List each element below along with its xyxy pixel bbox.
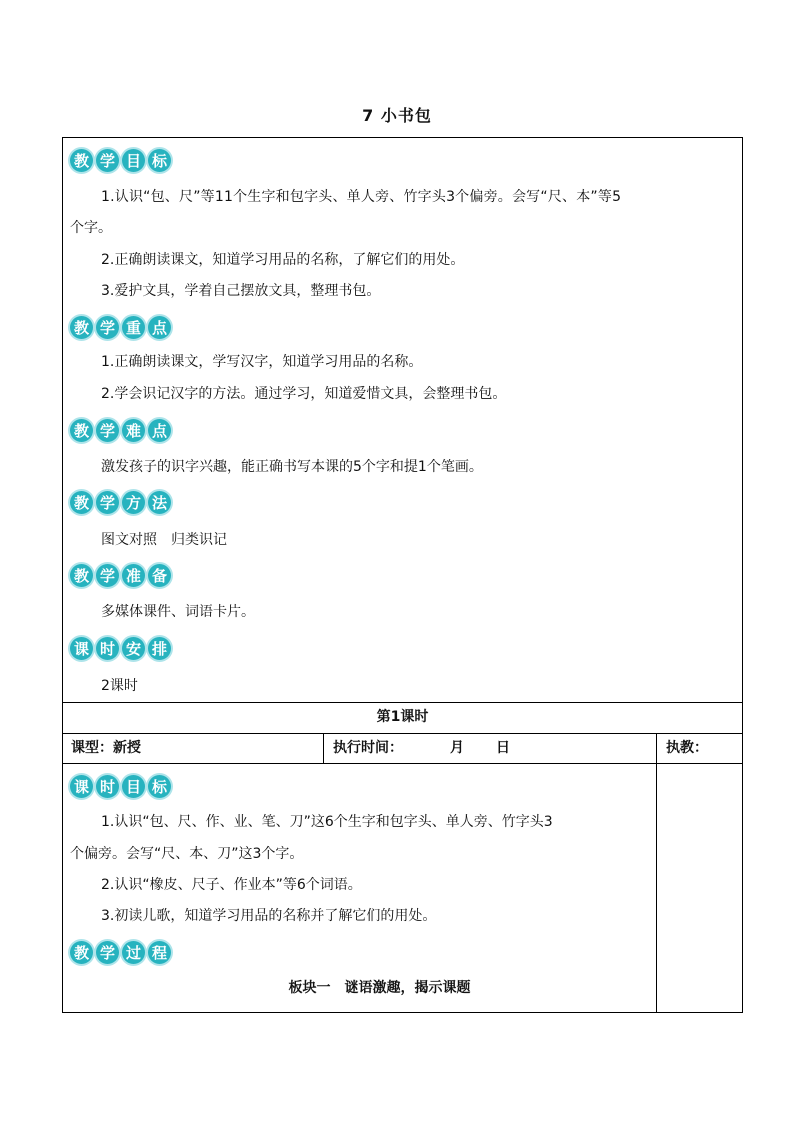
section-tag-key-points (70, 313, 174, 341)
preparation-item-1: 多媒体课件、词语卡片。 (101, 604, 255, 620)
tag-char: 学 (96, 149, 119, 172)
lesson-heading: 第1课时 (376, 709, 429, 725)
tag-char: 学 (96, 941, 119, 964)
lesson-goal-item-1-cont: 个偏旁。会写“尺、本、刀”这3个字。 (70, 846, 304, 862)
row-divider (63, 763, 742, 764)
tag-char: 学 (96, 316, 119, 339)
section-tag-difficulties (70, 416, 174, 444)
tag-char: 学 (96, 491, 119, 514)
execution-time-label: 执行时间： (333, 740, 403, 756)
lesson-type: 课型：新授 (71, 740, 141, 756)
section-tag-schedule (70, 634, 174, 662)
lesson-goal-item-3: 3.初读儿歌，知道学习用品的名称并了解它们的用处。 (101, 908, 437, 924)
schedule-item-1: 2课时 (101, 678, 138, 694)
tag-char: 教 (70, 491, 93, 514)
tag-char: 课 (70, 637, 93, 660)
tag-char: 备 (148, 564, 171, 587)
tag-char: 准 (122, 564, 145, 587)
lesson-plan-table (62, 137, 743, 1013)
section-tag-goals (70, 146, 174, 174)
tag-char: 学 (96, 419, 119, 442)
teacher-label: 执教： (666, 740, 708, 756)
tag-char: 点 (148, 419, 171, 442)
tag-char: 课 (70, 775, 93, 798)
row-divider (63, 733, 742, 734)
tag-char: 教 (70, 419, 93, 442)
section-tag-process (70, 938, 174, 966)
tag-char: 时 (96, 637, 119, 660)
tag-char: 法 (148, 491, 171, 514)
tag-char: 难 (122, 419, 145, 442)
tag-char: 教 (70, 564, 93, 587)
tag-char: 时 (96, 775, 119, 798)
col-divider (656, 733, 657, 1012)
goal-item-2: 2.正确朗读课文，知道学习用品的名称，了解它们的用处。 (101, 252, 465, 268)
tag-char: 教 (70, 149, 93, 172)
tag-char: 教 (70, 941, 93, 964)
col-divider (323, 733, 324, 763)
tag-char: 教 (70, 316, 93, 339)
tag-char: 目 (122, 775, 145, 798)
difficulty-item-1: 激发孩子的识字兴趣，能正确书写本课的5个字和提1个笔画。 (101, 459, 483, 475)
row-divider (63, 702, 742, 703)
day-label: 日 (496, 740, 510, 756)
goal-item-1-cont: 个字。 (70, 220, 112, 236)
tag-char: 重 (122, 316, 145, 339)
tag-char: 方 (122, 491, 145, 514)
process-block-1: 板块一 谜语激趣，揭示课题 (288, 980, 471, 996)
lesson-goal-item-2: 2.认识“橡皮、尺子、作业本”等6个词语。 (101, 877, 362, 893)
method-item-1: 图文对照 归类识记 (101, 532, 227, 548)
goal-item-3: 3.爱护文具，学着自己摆放文具，整理书包。 (101, 283, 381, 299)
tag-char: 标 (148, 775, 171, 798)
page-title: 7 小书包 (362, 106, 432, 125)
tag-char: 程 (148, 941, 171, 964)
section-tag-preparation (70, 561, 174, 589)
goal-item-1: 1.认识“包、尺”等11个生字和包字头、单人旁、竹字头3个偏旁。会写“尺、本”等5 (101, 189, 622, 205)
tag-char: 学 (96, 564, 119, 587)
key-point-item-2: 2.学会识记汉字的方法。通过学习，知道爱惜文具，会整理书包。 (101, 386, 507, 402)
tag-char: 过 (122, 941, 145, 964)
month-label: 月 (450, 740, 464, 756)
tag-char: 目 (122, 149, 145, 172)
section-tag-lesson-goals (70, 772, 174, 800)
lesson-goal-item-1: 1.认识“包、尺、作、业、笔、刀”这6个生字和包字头、单人旁、竹字头3 (101, 814, 553, 830)
section-tag-methods (70, 488, 174, 516)
tag-char: 点 (148, 316, 171, 339)
tag-char: 排 (148, 637, 171, 660)
tag-char: 安 (122, 637, 145, 660)
tag-char: 标 (148, 149, 171, 172)
key-point-item-1: 1.正确朗读课文，学写汉字，知道学习用品的名称。 (101, 354, 423, 370)
